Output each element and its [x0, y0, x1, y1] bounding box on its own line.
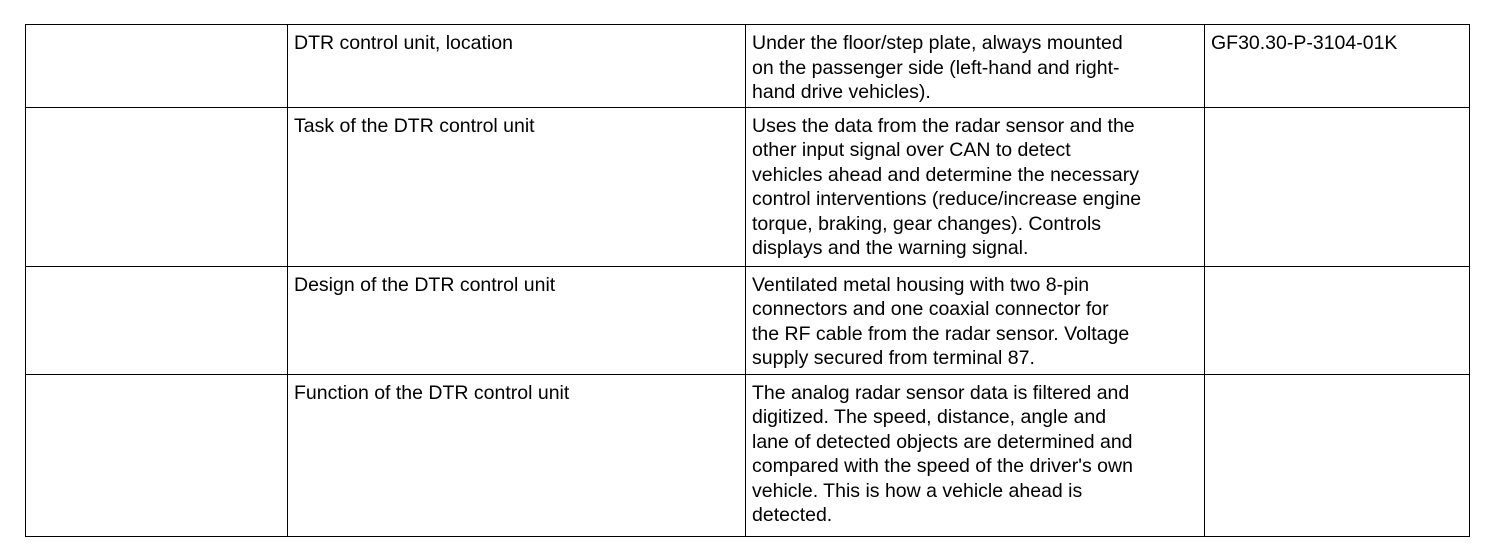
reference-cell [1205, 25, 1470, 108]
topic-cell [288, 25, 746, 108]
description-text: The analog radar sensor data is filtered and digitized. The speed, distance, angle and lane of detected objects are determined and compared with the speed of the driver's own vehicle. This is how a vehicle ahead is detected. [752, 381, 1133, 526]
topic-text: Task of the DTR control unit [294, 114, 535, 137]
empty-cell [26, 374, 288, 536]
table-row [26, 25, 1470, 108]
table-row [26, 266, 1470, 374]
info-table [25, 24, 1470, 537]
topic-text: Design of the DTR control unit [294, 273, 556, 296]
empty-cell [26, 25, 288, 108]
description-cell [746, 266, 1205, 374]
empty-cell [26, 266, 288, 374]
description-cell [746, 107, 1205, 266]
description-text: Under the floor/step plate, always mounted on the passenger side (left-hand and right- hand drive vehicles). [752, 32, 1123, 103]
topic-text: DTR control unit, location [294, 32, 513, 54]
reference-cell [1205, 266, 1470, 374]
description-text: Uses the data from the radar sensor and the other input signal over CAN to detect vehicles ahead and determine the necessary control interventions (reduce/increase engine torque, braking, gear changes). Controls displays and the warning signal. [752, 114, 1142, 259]
empty-cell [26, 107, 288, 266]
description-text: Ventilated metal housing with two 8-pin connectors and one coaxial connector for the RF cable from the radar sensor. Voltage supply secured from terminal 87. [752, 273, 1130, 369]
topic-cell [288, 107, 746, 266]
table-row [26, 374, 1470, 536]
description-cell [746, 374, 1205, 536]
description-cell [746, 25, 1205, 108]
reference-cell [1205, 374, 1470, 536]
reference-cell [1205, 107, 1470, 266]
topic-cell [288, 266, 746, 374]
reference-text: GF30.30-P-3104-01K [1211, 32, 1398, 54]
topic-text: Function of the DTR control unit [294, 381, 570, 404]
table-row [26, 107, 1470, 266]
topic-cell [288, 374, 746, 536]
